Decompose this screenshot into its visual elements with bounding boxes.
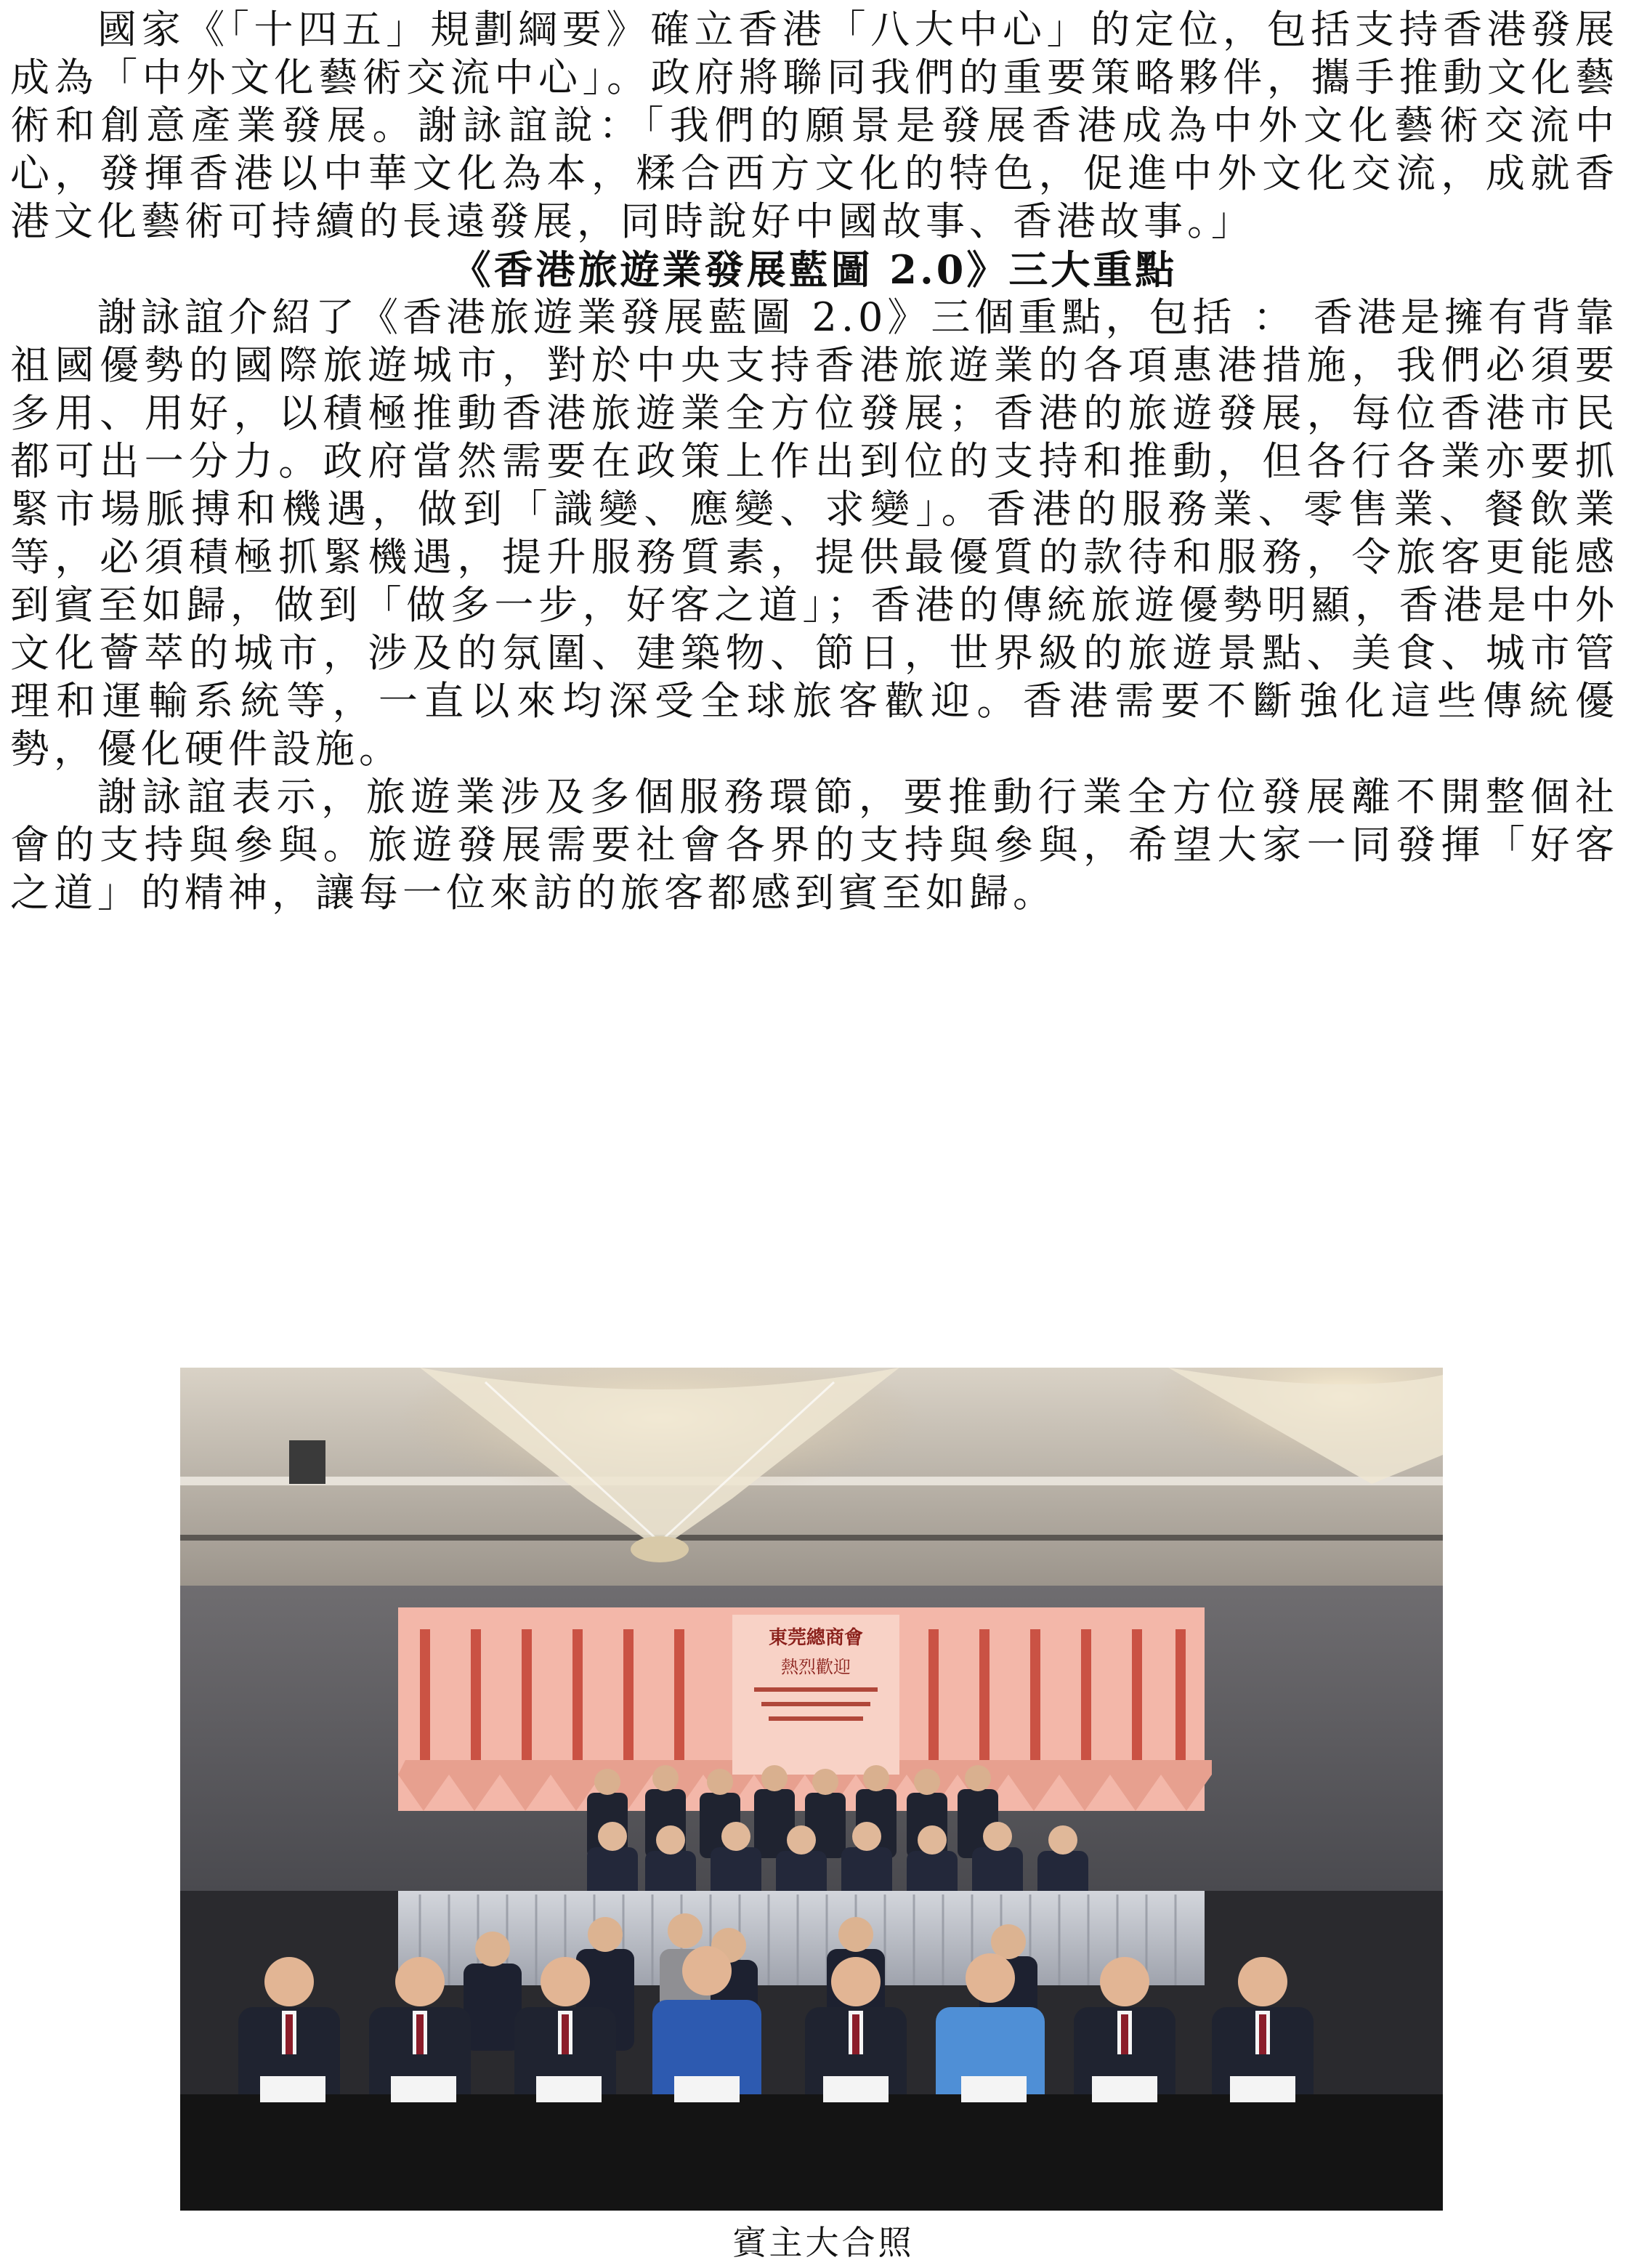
banner-line-1: 東莞總商會 [768,1627,864,1649]
banner-line-2: 熱烈歡迎 [781,1657,851,1677]
group-photo-illustration [180,1368,1443,2211]
photo-caption: 賓主大合照 [732,2223,915,2262]
name-card [823,2076,889,2102]
banner-backdrop [398,1607,1212,1811]
article-body [10,6,1619,917]
name-card [961,2076,1027,2102]
front-table [180,2076,1443,2211]
paragraph-3: 謝詠誼表示，旅遊業涉及多個服務環節，要推動行業全方位發展離不開整個社會的支持與參與。旅遊發展需要社會各界的支持與參與，希望大家一同發揮「好客之道」的精神，讓每一位來訪的旅客都感到賓至如歸。 [10,774,1619,916]
section-heading: 《香港旅遊業發展藍圖 2.0》三大重點 [451,246,1178,293]
name-card [674,2076,740,2102]
paragraph-2: 謝詠誼介紹了《香港旅遊業發展藍圖 2.0》三個重點，包括 ： 香港是擁有背靠祖國優勢的國際旅遊城市，對於中央支持香港旅遊業的各項惠港措施，我們必須要多用、用好，以積極推動香港旅遊業全方位發展；香港的旅遊發展，每位香港市民都可出一分力。政府當然需要在政策上作出到位的支持和推動，但各行各業亦要抓緊市場脈搏和機遇，做到「識變、應變、求變」。香港的服務業、零售業、餐飲業等，必須積極抓緊機遇，提升服務質素，提供最優質的款待和服務，令旅客更能感到賓至如歸，做到「做多一步，好客之道」；香港的傳統旅遊優勢明顯，香港是中外文化薈萃的城市，涉及的氛圍、建築物、節日，世界級的旅遊景點、美食、城市管理和運輸系統等，一直以來均深受全球旅客歡迎。香港需要不斷強化這些傳統優勢，優化硬件設施。 [10,294,1619,772]
name-card [1230,2076,1295,2102]
paragraph-1: 國家《「十四五」規劃綱要》確立香港「八大中心」的定位，包括支持香港發展成為「中外文化藝術交流中心」。政府將聯同我們的重要策略夥伴，攜手推動文化藝術和創意產業發展。謝詠誼說：「我們的願景是發展香港成為中外文化藝術交流中心，發揮香港以中華文化為本，糅合西方文化的特色，促進中外文化交流，成就香港文化藝術可持續的長遠發展，同時說好中國故事、香港故事。」 [10,7,1619,244]
name-card [1092,2076,1157,2102]
name-card [260,2076,325,2102]
group-photo [180,1368,1443,2211]
name-card [391,2076,456,2102]
name-card [536,2076,602,2102]
projector [289,1440,325,1484]
